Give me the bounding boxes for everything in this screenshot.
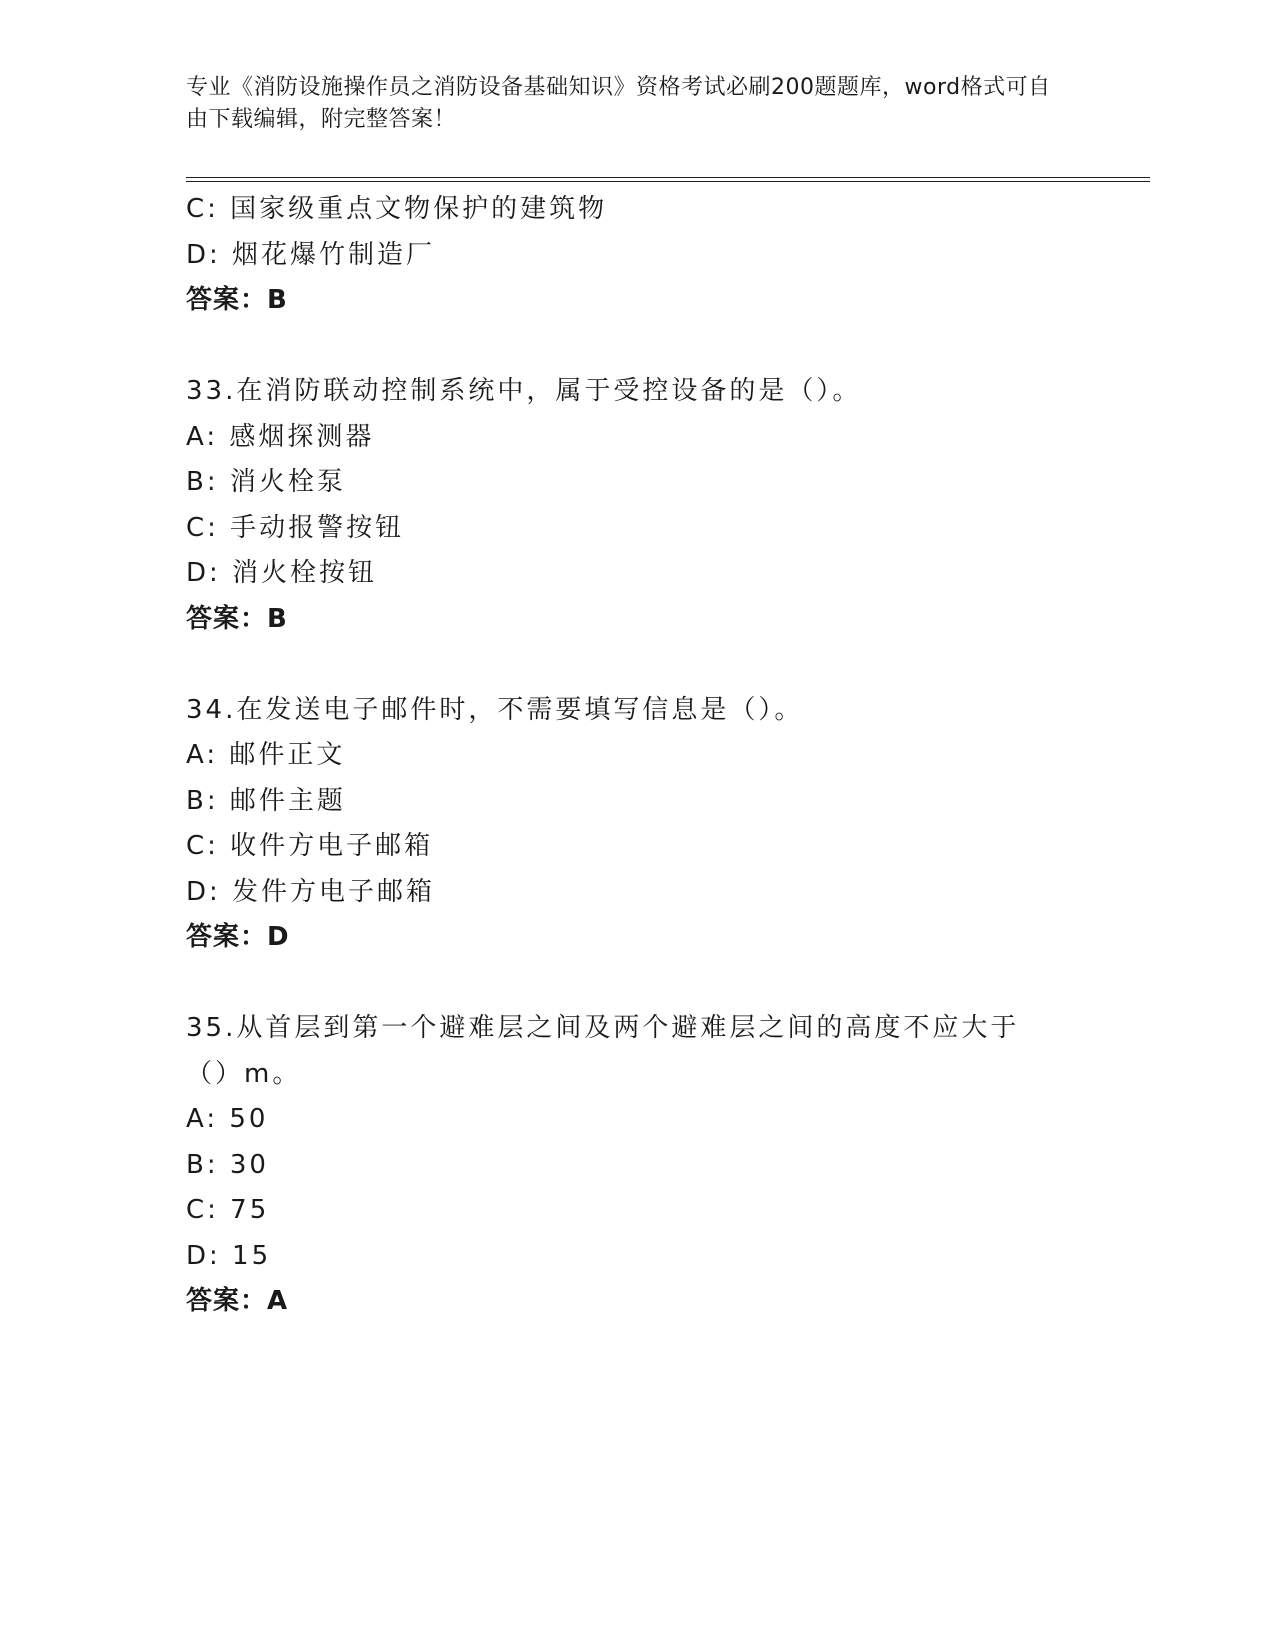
answer: 答案：A [186,1286,289,1316]
question-list [186,187,1150,1325]
answer: 答案：B [186,603,288,634]
answer: 答案：D [186,922,290,952]
option-d: D: 15 [186,1240,272,1271]
question-block-prev [186,187,1150,324]
option-b: B: 30 [186,1149,269,1180]
header-divider-top [186,177,1150,178]
header-divider-bottom [186,181,1150,182]
option-d: D: 烟花爆竹制造厂 [186,239,436,270]
option-d: D: 发件方电子邮箱 [186,876,436,907]
spacer [186,961,1150,1007]
option-a: A: 感烟探测器 [186,421,375,452]
question-stem: 35.从首层到第一个避难层之间及两个避难层之间的高度不应大于（）m。 [186,1013,1020,1089]
option-b: B: 邮件主题 [186,785,346,816]
option-c: C: 手动报警按钮 [186,512,405,543]
header-text: 专业《消防设施操作员之消防设备基础知识》资格考试必刷200题题库，word格式可自由下载编辑，附完整答案！ [186,75,1051,132]
page-header [186,72,1066,136]
answer: 答案：B [186,285,288,315]
option-a: A: 50 [186,1104,269,1134]
question-block-34 [186,688,1150,961]
question-block-35 [186,1006,1150,1325]
question-block-33 [186,369,1150,642]
option-b: B: 消火栓泵 [186,467,346,497]
question-stem: 33.在消防联动控制系统中，属于受控设备的是（）。 [186,376,862,406]
spacer [186,324,1150,370]
option-a: A: 邮件正文 [186,740,346,770]
option-d: D: 消火栓按钮 [186,558,378,588]
option-c: C: 75 [186,1195,270,1225]
spacer [186,642,1150,688]
question-stem: 34.在发送电子邮件时，不需要填写信息是（）。 [186,694,804,725]
option-c: C: 收件方电子邮箱 [186,831,434,861]
option-c: C: 国家级重点文物保护的建筑物 [186,194,608,224]
